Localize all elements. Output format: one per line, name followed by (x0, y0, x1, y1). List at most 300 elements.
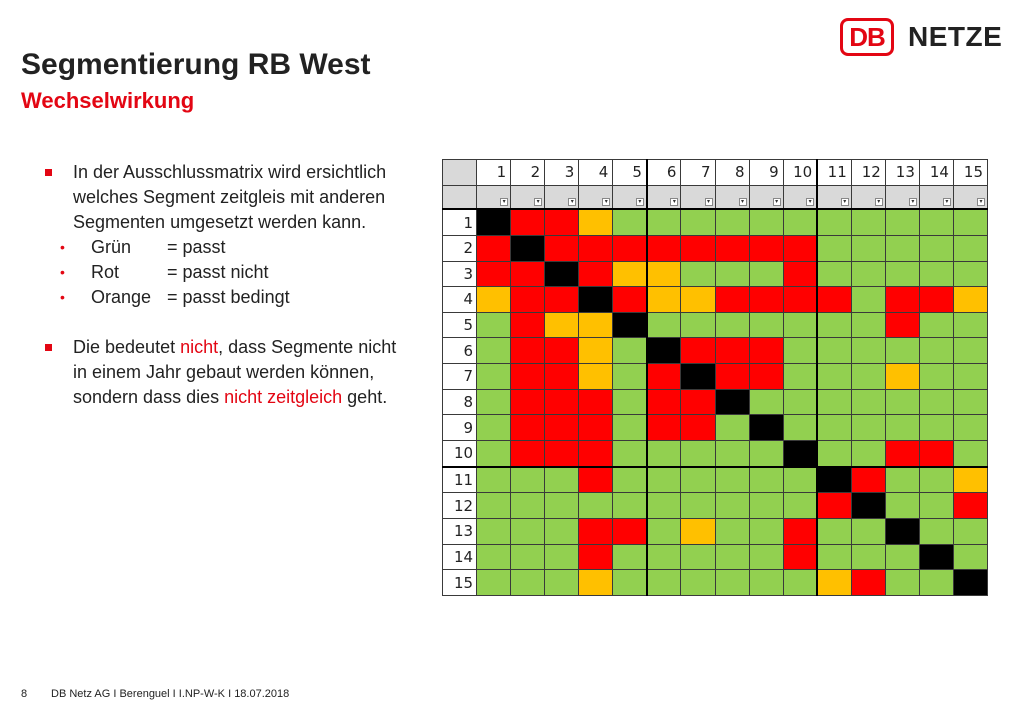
filter-dropdown-icon[interactable]: ▾ (806, 198, 814, 206)
db-logo-icon: DB (840, 18, 894, 56)
matrix-cell (919, 415, 953, 441)
matrix-cell (647, 261, 681, 287)
matrix-cell (749, 467, 783, 493)
matrix-cell (715, 389, 749, 415)
matrix-cell (817, 235, 851, 261)
column-header-15: 15 (953, 160, 987, 186)
matrix-cell (681, 261, 715, 287)
matrix-cell (919, 364, 953, 390)
matrix-cell (715, 287, 749, 313)
matrix-cell (783, 467, 817, 493)
column-header-6: 6 (647, 160, 681, 186)
matrix-cell (477, 570, 511, 596)
matrix-cell (613, 209, 647, 235)
matrix-cell (749, 518, 783, 544)
matrix-cell (817, 518, 851, 544)
matrix-cell (545, 235, 579, 261)
matrix-cell (953, 338, 987, 364)
legend-item-green (40, 235, 400, 260)
matrix-cell (511, 364, 545, 390)
matrix-cell (613, 570, 647, 596)
matrix-cell (579, 312, 613, 338)
column-header-11: 11 (817, 160, 851, 186)
matrix-cell (681, 209, 715, 235)
filter-dropdown-icon[interactable]: ▾ (568, 198, 576, 206)
matrix-row (443, 364, 988, 390)
column-header-10: 10 (783, 160, 817, 186)
matrix-cell (919, 209, 953, 235)
matrix-cell (681, 338, 715, 364)
filter-dropdown-icon[interactable]: ▾ (534, 198, 542, 206)
matrix-cell (715, 415, 749, 441)
matrix-row (443, 570, 988, 596)
matrix-cell (511, 261, 545, 287)
matrix-cell (783, 389, 817, 415)
row-label-1: 1 (443, 209, 477, 235)
filter-cell (885, 185, 919, 209)
matrix-row (443, 338, 988, 364)
matrix-cell (545, 209, 579, 235)
matrix-cell (647, 415, 681, 441)
matrix-cell (885, 287, 919, 313)
matrix-cell (511, 312, 545, 338)
legend-label: Rot (91, 262, 120, 282)
matrix-cell (783, 441, 817, 467)
legend-meaning: = passt bedingt (167, 287, 290, 307)
matrix-cell (851, 518, 885, 544)
matrix-cell (749, 389, 783, 415)
matrix-cell (885, 493, 919, 519)
matrix-cell (613, 415, 647, 441)
matrix-cell (885, 364, 919, 390)
matrix-cell (545, 544, 579, 570)
legend-label: Orange (91, 287, 152, 307)
column-header-9: 9 (749, 160, 783, 186)
matrix-cell (613, 544, 647, 570)
matrix-cell (953, 493, 987, 519)
matrix-cell (885, 467, 919, 493)
filter-cell (477, 185, 511, 209)
matrix-cell (579, 493, 613, 519)
matrix-cell (511, 389, 545, 415)
filter-cell (851, 185, 885, 209)
row-label-2: 2 (443, 235, 477, 261)
filter-dropdown-icon[interactable]: ▾ (602, 198, 610, 206)
matrix-cell (613, 261, 647, 287)
note-highlight-nicht: nicht (180, 337, 219, 357)
filter-cell (681, 185, 715, 209)
matrix-cell (613, 364, 647, 390)
matrix-cell (477, 467, 511, 493)
page-number: 8 (21, 688, 28, 700)
matrix-cell (647, 493, 681, 519)
matrix-cell (885, 312, 919, 338)
filter-dropdown-icon[interactable]: ▾ (943, 198, 951, 206)
matrix-cell (579, 338, 613, 364)
bullet-text: In der Ausschlussmatrix wird ersichtlich welches Segment zeitgleis mit anderen Segmenten umgesetzt werden kann. (73, 162, 387, 232)
column-header-5: 5 (613, 160, 647, 186)
row-label-10: 10 (443, 441, 477, 467)
matrix-cell (715, 570, 749, 596)
matrix-cell (477, 312, 511, 338)
matrix-cell (817, 570, 851, 596)
filter-cell (817, 185, 851, 209)
matrix-cell (715, 493, 749, 519)
matrix-cell (953, 467, 987, 493)
matrix-cell (749, 544, 783, 570)
matrix-cell (545, 364, 579, 390)
matrix-cell (579, 287, 613, 313)
matrix-cell (749, 312, 783, 338)
legend-meaning: = passt nicht (167, 262, 269, 282)
filter-cell (579, 185, 613, 209)
filter-dropdown-icon[interactable]: ▾ (739, 198, 747, 206)
column-header-7: 7 (681, 160, 715, 186)
matrix-corner (443, 160, 477, 186)
matrix-cell (953, 364, 987, 390)
matrix-cell (545, 389, 579, 415)
filter-cell (545, 185, 579, 209)
dot-bullet-icon: • (60, 264, 65, 280)
brand-name: NETZE (908, 21, 1003, 52)
matrix-cell (545, 493, 579, 519)
matrix-cell (579, 570, 613, 596)
matrix-row (443, 518, 988, 544)
matrix-cell (817, 544, 851, 570)
matrix-cell (647, 570, 681, 596)
matrix-cell (919, 570, 953, 596)
matrix-cell (613, 467, 647, 493)
column-header-12: 12 (851, 160, 885, 186)
legend-meaning: = passt (167, 237, 226, 257)
matrix-cell (579, 544, 613, 570)
matrix-cell (919, 389, 953, 415)
matrix-cell (749, 364, 783, 390)
matrix-cell (749, 287, 783, 313)
matrix-cell (477, 261, 511, 287)
filter-corner (443, 185, 477, 209)
matrix-cell (545, 570, 579, 596)
matrix-row (443, 389, 988, 415)
matrix-cell (579, 441, 613, 467)
matrix-cell (953, 209, 987, 235)
matrix-cell (477, 209, 511, 235)
matrix-cell (783, 209, 817, 235)
matrix-cell (851, 570, 885, 596)
filter-dropdown-icon[interactable]: ▾ (636, 198, 644, 206)
matrix-cell (919, 261, 953, 287)
footer-text: DB Netz AG I Berenguel I I.NP-W-K I 18.07.2018 (51, 688, 290, 700)
column-header-4: 4 (579, 160, 613, 186)
matrix-cell (647, 389, 681, 415)
matrix-cell (953, 415, 987, 441)
column-header-1: 1 (477, 160, 511, 186)
row-label-14: 14 (443, 544, 477, 570)
column-header-3: 3 (545, 160, 579, 186)
row-label-5: 5 (443, 312, 477, 338)
filter-cell (749, 185, 783, 209)
matrix-cell (953, 570, 987, 596)
matrix-cell (579, 518, 613, 544)
matrix-cell (681, 518, 715, 544)
filter-dropdown-icon[interactable]: ▾ (841, 198, 849, 206)
matrix-cell (715, 312, 749, 338)
filter-dropdown-icon[interactable]: ▾ (977, 198, 985, 206)
matrix-cell (851, 261, 885, 287)
filter-dropdown-icon[interactable]: ▾ (500, 198, 508, 206)
matrix-cell (477, 415, 511, 441)
note-text-part2: , dass Segmente nicht in einem Jahr gebaut werden können, sondern dass dies (73, 337, 397, 407)
matrix-cell (579, 235, 613, 261)
note-text-part3: geht. (342, 387, 388, 407)
matrix-cell (545, 441, 579, 467)
matrix-cell (919, 493, 953, 519)
row-label-15: 15 (443, 570, 477, 596)
matrix-cell (817, 261, 851, 287)
matrix-cell (477, 441, 511, 467)
matrix-cell (579, 467, 613, 493)
matrix-cell (715, 544, 749, 570)
row-label-9: 9 (443, 415, 477, 441)
matrix-row (443, 287, 988, 313)
filter-dropdown-icon[interactable]: ▾ (875, 198, 883, 206)
matrix-cell (783, 364, 817, 390)
note-text-part1: Die bedeutet (73, 337, 181, 357)
filter-cell (647, 185, 681, 209)
matrix-cell (783, 415, 817, 441)
legend-label: Grün (91, 237, 132, 257)
matrix-cell (851, 287, 885, 313)
matrix-cell (613, 518, 647, 544)
filter-dropdown-icon[interactable]: ▾ (773, 198, 781, 206)
matrix-cell (715, 518, 749, 544)
matrix-cell (783, 235, 817, 261)
matrix-cell (681, 364, 715, 390)
matrix-row (443, 312, 988, 338)
matrix-cell (647, 209, 681, 235)
matrix-cell (511, 518, 545, 544)
matrix-cell (681, 415, 715, 441)
matrix-cell (511, 235, 545, 261)
filter-dropdown-icon[interactable]: ▾ (705, 198, 713, 206)
dot-bullet-icon: • (60, 239, 65, 255)
matrix-cell (953, 312, 987, 338)
matrix-cell (919, 338, 953, 364)
row-label-3: 3 (443, 261, 477, 287)
page-title: Segmentierung RB West (21, 48, 371, 81)
matrix-cell (545, 518, 579, 544)
filter-dropdown-icon[interactable]: ▾ (670, 198, 678, 206)
matrix-cell (851, 493, 885, 519)
matrix-cell (579, 364, 613, 390)
matrix-cell (953, 518, 987, 544)
matrix-row (443, 493, 988, 519)
matrix-cell (817, 389, 851, 415)
legend-item-orange (40, 285, 400, 310)
matrix-cell (919, 441, 953, 467)
matrix-cell (647, 235, 681, 261)
content-text (40, 160, 400, 410)
matrix-cell (613, 441, 647, 467)
matrix-cell (919, 467, 953, 493)
filter-cell (613, 185, 647, 209)
matrix-cell (885, 235, 919, 261)
matrix-cell (477, 287, 511, 313)
matrix-cell (545, 338, 579, 364)
matrix-cell (613, 235, 647, 261)
matrix-cell (681, 441, 715, 467)
matrix-cell (613, 389, 647, 415)
matrix-cell (579, 261, 613, 287)
matrix-cell (817, 312, 851, 338)
matrix-cell (885, 338, 919, 364)
matrix-cell (511, 338, 545, 364)
footer (21, 688, 289, 700)
matrix-cell (851, 338, 885, 364)
matrix-cell (783, 338, 817, 364)
matrix-cell (817, 493, 851, 519)
matrix-cell (851, 415, 885, 441)
matrix-cell (817, 364, 851, 390)
matrix-cell (851, 364, 885, 390)
matrix-cell (817, 441, 851, 467)
matrix-row (443, 441, 988, 467)
matrix-cell (715, 441, 749, 467)
matrix-cell (477, 338, 511, 364)
matrix-cell (647, 364, 681, 390)
matrix-cell (579, 389, 613, 415)
matrix-cell (681, 235, 715, 261)
matrix-cell (579, 415, 613, 441)
legend-item-red (40, 260, 400, 285)
matrix-cell (749, 415, 783, 441)
column-header-13: 13 (885, 160, 919, 186)
matrix-cell (817, 209, 851, 235)
matrix-cell (715, 364, 749, 390)
matrix-cell (851, 441, 885, 467)
matrix-cell (885, 441, 919, 467)
filter-cell (953, 185, 987, 209)
matrix-cell (919, 518, 953, 544)
exclusion-matrix (442, 159, 988, 596)
dot-bullet-icon: • (60, 289, 65, 305)
matrix-cell (477, 364, 511, 390)
matrix-cell (681, 389, 715, 415)
matrix-cell (749, 261, 783, 287)
bullet-meaning-note (40, 335, 400, 410)
matrix-cell (715, 338, 749, 364)
matrix-cell (681, 493, 715, 519)
matrix-cell (613, 287, 647, 313)
matrix-cell (477, 235, 511, 261)
matrix-cell (783, 518, 817, 544)
matrix-cell (715, 261, 749, 287)
matrix-cell (919, 312, 953, 338)
matrix-cell (579, 209, 613, 235)
matrix-cell (749, 570, 783, 596)
db-netze-logo (840, 18, 1002, 56)
matrix-cell (477, 389, 511, 415)
matrix-cell (545, 467, 579, 493)
matrix-cell (647, 338, 681, 364)
filter-cell (511, 185, 545, 209)
square-bullet-icon (45, 344, 52, 351)
matrix-cell (885, 261, 919, 287)
matrix-cell (783, 493, 817, 519)
matrix-cell (613, 493, 647, 519)
matrix-cell (545, 261, 579, 287)
matrix-cell (647, 544, 681, 570)
matrix-cell (885, 389, 919, 415)
matrix-cell (783, 544, 817, 570)
matrix-cell (545, 312, 579, 338)
row-label-6: 6 (443, 338, 477, 364)
matrix-cell (953, 287, 987, 313)
filter-cell (783, 185, 817, 209)
row-label-8: 8 (443, 389, 477, 415)
matrix-cell (885, 518, 919, 544)
row-label-4: 4 (443, 287, 477, 313)
matrix-cell (681, 570, 715, 596)
matrix-row (443, 209, 988, 235)
matrix-cell (715, 209, 749, 235)
matrix-cell (681, 287, 715, 313)
matrix-cell (817, 338, 851, 364)
matrix-cell (477, 493, 511, 519)
matrix-cell (511, 544, 545, 570)
matrix-cell (953, 441, 987, 467)
matrix-cell (749, 441, 783, 467)
matrix-cell (851, 544, 885, 570)
matrix-row (443, 415, 988, 441)
matrix-cell (511, 209, 545, 235)
column-header-2: 2 (511, 160, 545, 186)
matrix-cell (851, 209, 885, 235)
matrix-cell (783, 287, 817, 313)
matrix-cell (885, 570, 919, 596)
matrix-cell (851, 467, 885, 493)
matrix-cell (477, 544, 511, 570)
matrix-cell (885, 544, 919, 570)
filter-dropdown-icon[interactable]: ▾ (909, 198, 917, 206)
matrix-cell (817, 415, 851, 441)
bullet-matrix-explanation (40, 160, 400, 235)
matrix-row (443, 235, 988, 261)
matrix-cell (715, 467, 749, 493)
filter-cell (919, 185, 953, 209)
matrix-cell (783, 570, 817, 596)
note-highlight-nicht-zeitgleich: nicht zeitgleich (224, 387, 343, 407)
matrix-cell (919, 287, 953, 313)
matrix-cell (953, 389, 987, 415)
matrix-cell (749, 338, 783, 364)
row-label-11: 11 (443, 467, 477, 493)
matrix-row (443, 261, 988, 287)
matrix-cell (851, 235, 885, 261)
matrix-cell (647, 312, 681, 338)
matrix-cell (783, 312, 817, 338)
matrix-cell (885, 415, 919, 441)
matrix-cell (783, 261, 817, 287)
matrix-cell (613, 312, 647, 338)
row-label-13: 13 (443, 518, 477, 544)
filter-cell (715, 185, 749, 209)
row-label-7: 7 (443, 364, 477, 390)
matrix-cell (511, 570, 545, 596)
matrix-cell (681, 312, 715, 338)
matrix-cell (953, 261, 987, 287)
matrix-cell (647, 441, 681, 467)
